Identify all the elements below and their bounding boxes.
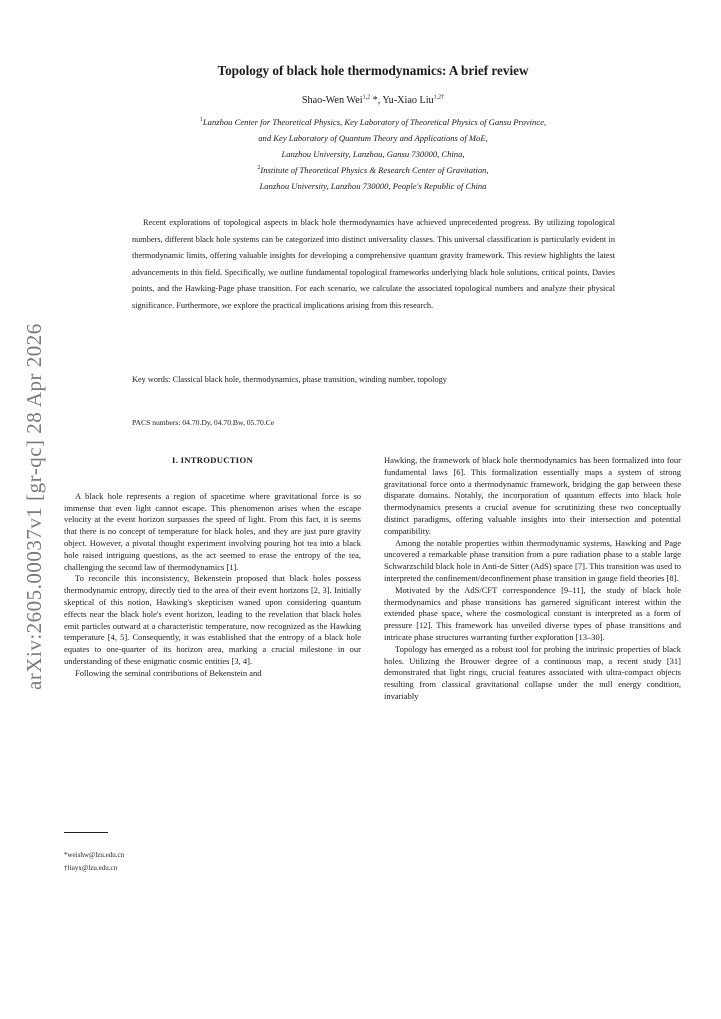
affiliation-number: 1 bbox=[199, 117, 203, 124]
author-affiliation-mark: 1,2† bbox=[433, 94, 445, 101]
pacs-numbers: PACS numbers: 04.70.Dy, 04.70.Bw, 05.70.Ce bbox=[132, 418, 275, 427]
abstract: Recent explorations of topological aspects in black hole thermodynamics have achieved unprecedented progress. By utilizing topological numbers, different black hole systems can be categorized into distinct universality classes. This universal classification is particularly evident in thermodynamic limits, offering valuable insights for developing a comprehensive quantum gravity framework. This review highlights the latest advancements in this field. Specifically, we outline fundamental topological frameworks underlying black hole solutions, critical points, Davies points, and the Hawking-Page phase transition. For each scenario, we calculate the associated topological numbers and analyze their physical significance. Furthermore, we explore the practical implications arising from this research. bbox=[132, 218, 615, 310]
affiliation-text: Lanzhou Center for Theoretical Physics, Key Laboratory of Theoretical Physics of Gansu Province, bbox=[202, 117, 547, 127]
right-column bbox=[384, 455, 681, 703]
body-paragraph: Following the seminal contributions of Bekenstein and bbox=[75, 667, 262, 678]
body-paragraph: To reconcile this inconsistency, Bekenstein proposed that black holes possess thermodynamic entropy, directly tied to the area of their event horizons [2, 3]. Initially skeptical of this notion, Hawking's skepticism waned upon considering quantum effects near the black hole's event horizon, leading to the revelation that black holes emit particles outward at a characteristic temperature, now recognized as the Hawking temperature [4, 5]. Consequently, it was established that the entropy of a black hole equates to one-quarter of its horizon area, marking a crucial milestone in our understanding of these enigmatic cosmic entities [3, 4]. bbox=[64, 573, 361, 666]
body-paragraph: Among the notable properties within thermodynamic systems, Hawking and Page uncovered a remarkable phase transition from a pure radiation phase to a stable large Schwarzschild black hole in Anti-de Sitter (AdS) space [7]. This transition was used to interpreted the confinement/deconfinement phase transition in gauge field theories [8]. bbox=[384, 537, 681, 583]
footnote-divider bbox=[64, 832, 108, 833]
author-name: Yu-Xiao Liu bbox=[382, 95, 434, 106]
affiliation-line bbox=[0, 114, 721, 130]
author-affiliation-mark: 1,2 bbox=[362, 94, 371, 101]
keywords: Key words: Classical black hole, thermodynamics, phase transition, winding number, topology bbox=[132, 375, 447, 384]
author-line bbox=[0, 95, 721, 106]
footnote-email: *weishw@lzu.edu.cn bbox=[64, 851, 125, 859]
paper-title: Topology of black hole thermodynamics: A brief review bbox=[217, 63, 529, 78]
body-paragraph: A black hole represents a region of spacetime where gravitational force is so immense that even light cannot escape. This phenomenon arises when the escape velocity at the event horizon surpasses the speed of light. From this fact, it is seems that there is no concept of temperature for black holes, and they are just pure gravity object. However, a pivotal thought experiment involving pouring hot tea into a black hole raised intriguing questions, as the act seemed to erase the entropy of the tea, challenging the second law of thermodynamics [1]. bbox=[64, 490, 361, 572]
section-heading: I. INTRODUCTION bbox=[172, 455, 253, 465]
left-column bbox=[64, 455, 361, 680]
affiliation-number: 2 bbox=[257, 165, 261, 172]
body-paragraph: Motivated by the AdS/CFT correspondence [9–11], the study of black hole thermodynamics and phase transitions has garnered significant interest within the extended phase space, where the cosmological constant is interpreted as a form of pressure [12]. This framework has unveiled diverse types of phase transitions and intricate phase structures warranting further exploration [13–30]. bbox=[384, 584, 681, 642]
affiliation-text: Lanzhou University, Lanzhou 730000, People's Republic of China bbox=[259, 181, 487, 191]
body-paragraph: Topology has emerged as a robust tool for probing the intrinsic properties of black holes. Utilizing the Brouwer degree of a continuous map, a recent study [31] demonstrated that light rings, crucial features associated with ultra-compact objects resulting from classical gravitational collapse under the null energy condition, invariably bbox=[384, 643, 681, 701]
affiliation-line bbox=[0, 162, 721, 178]
affiliation-line bbox=[0, 146, 721, 162]
affiliation-text: and Key Laboratory of Quantum Theory and Applications of MoE, bbox=[258, 133, 488, 143]
affiliation-text: Lanzhou University, Lanzhou, Gansu 730000, China, bbox=[281, 149, 465, 159]
arxiv-identifier-stamp: arXiv:2605.00037v1 [gr-qc] 28 Apr 2026 bbox=[22, 323, 46, 690]
affiliation-text: Institute of Theoretical Physics & Research Center of Gravitation, bbox=[260, 165, 489, 175]
footnote-email: †liuyx@lzu.edu.cn bbox=[64, 864, 118, 872]
author-name: Shao-Wen Wei bbox=[301, 95, 363, 106]
body-paragraph: Hawking, the framework of black hole thermodynamics has been formalized into four fundamental laws [6]. This formalization essentially maps a system of strong gravitational force onto a thermodynamic framework, bridging the gap between these disparate domains. Notably, the incorporation of quantum effects into black hole thermodynamics presents a crucial avenue for scrutinizing these two conceptually distinct paradigms, offering valuable insights into their intersection and potential compatibility. bbox=[384, 455, 681, 536]
affiliation-line bbox=[0, 178, 721, 194]
corresponding-mark: *, bbox=[370, 95, 381, 106]
affiliation-block bbox=[0, 114, 721, 194]
footnotes bbox=[64, 849, 361, 875]
affiliation-line bbox=[0, 130, 721, 146]
